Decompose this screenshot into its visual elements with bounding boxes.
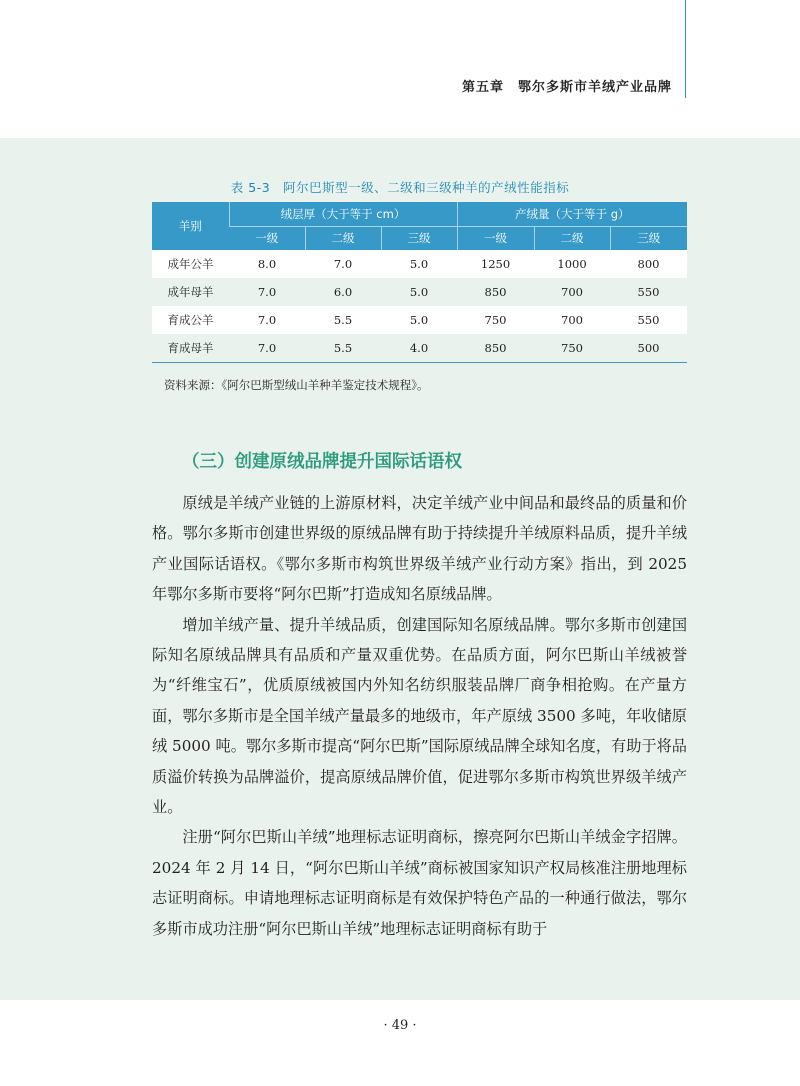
table-cell: 5.0 [381,306,457,334]
table-cell: 700 [534,306,610,334]
table-cell: 6.0 [305,278,381,306]
table-row [152,334,687,362]
running-head: 第五章 鄂尔多斯市羊绒产业品牌 [461,80,672,95]
table-cell: 850 [457,334,534,362]
header-grade: 一级 [229,226,305,250]
table-cell: 800 [610,250,687,278]
table-cell: 5.0 [381,278,457,306]
table-cell: 550 [610,306,687,334]
table-cell: 8.0 [229,250,305,278]
table-cell: 550 [610,278,687,306]
table-cell: 1250 [457,250,534,278]
header-grade: 二级 [534,226,610,250]
table-cell: 500 [610,334,687,362]
table-cell: 1000 [534,250,610,278]
table-row [152,250,687,278]
header-grade: 一级 [457,226,534,250]
paragraph: 原绒是羊绒产业链的上游原材料，决定羊绒产业中间品和最终品的质量和价格。鄂尔多斯市创建世界级的原绒品牌有助于持续提升羊绒原料品质，提升羊绒产业国际话语权。《鄂尔多斯市构筑世界级羊绒产业行动方案》指出，到 2025 年鄂尔多斯市要将“阿尔巴斯”打造成知名原绒品牌。 [152,494,687,604]
paragraph: 注册“阿尔巴斯山羊绒”地理标志证明商标，擦亮阿尔巴斯山羊绒金字招牌。2024 年 2 月 14 日，“阿尔巴斯山羊绒”商标被国家知识产权局核准注册地理标志证明商标。申请地理标志证明商标是有效保护特色产品的一种通行做法，鄂尔多斯市成功注册“阿尔巴斯山羊绒”地理标志证明商标有助于 [152,828,687,938]
header-grade: 二级 [305,226,381,250]
table-cell: 4.0 [381,334,457,362]
paragraph: 增加羊绒产量、提升羊绒品质，创建国际知名原绒品牌。鄂尔多斯市创建国际知名原绒品牌具有品质和产量双重优势。在品质方面，阿尔巴斯山羊绒被誉为“纤维宝石”，优质原绒被国内外知名纺织服装品牌厂商争相抢购。在产量方面，鄂尔多斯市是全国羊绒产量最多的地级市，年产原绒 3500 多吨，年收储原绒 5000 吨。鄂尔多斯市提高“阿尔巴斯”国际原绒品牌全球知名度，有助于将品质溢价转换为品牌溢价，提高原绒品牌价值，促进鄂尔多斯市构筑世界级羊绒产业。 [152,615,687,817]
header-category: 羊别 [152,202,229,250]
table-cell: 7.0 [305,250,381,278]
header-grade: 三级 [381,226,457,250]
section-heading: （三）创建原绒品牌提升国际话语权 [182,452,462,472]
header-rule [685,0,686,98]
row-label: 育成母羊 [152,334,229,362]
header-cashmere-yield: 产绒量（大于等于 g） [457,202,687,226]
table-cell: 5.0 [381,250,457,278]
table-row [152,278,687,306]
header-fleece-depth: 绒层厚（大于等于 cm） [229,202,457,226]
performance-table [152,202,687,363]
header-grade: 三级 [610,226,687,250]
table-cell: 7.0 [229,306,305,334]
table-cell: 7.0 [229,278,305,306]
row-label: 成年公羊 [152,250,229,278]
table-cell: 5.5 [305,334,381,362]
table-source-note: 资料来源：《阿尔巴斯型绒山羊种羊鉴定技术规程》。 [164,378,429,392]
row-label: 育成公羊 [152,306,229,334]
body-text [152,488,687,944]
table-cell: 850 [457,278,534,306]
page-number: · 49 · [383,1018,417,1033]
table-cell: 5.5 [305,306,381,334]
table-title: 表 5-3 阿尔巴斯型一级、二级和三级种羊的产绒性能指标 [230,180,570,195]
table-cell: 750 [534,334,610,362]
table-cell: 750 [457,306,534,334]
row-label: 成年母羊 [152,278,229,306]
table-cell: 7.0 [229,334,305,362]
table-row [152,306,687,334]
table-cell: 700 [534,278,610,306]
